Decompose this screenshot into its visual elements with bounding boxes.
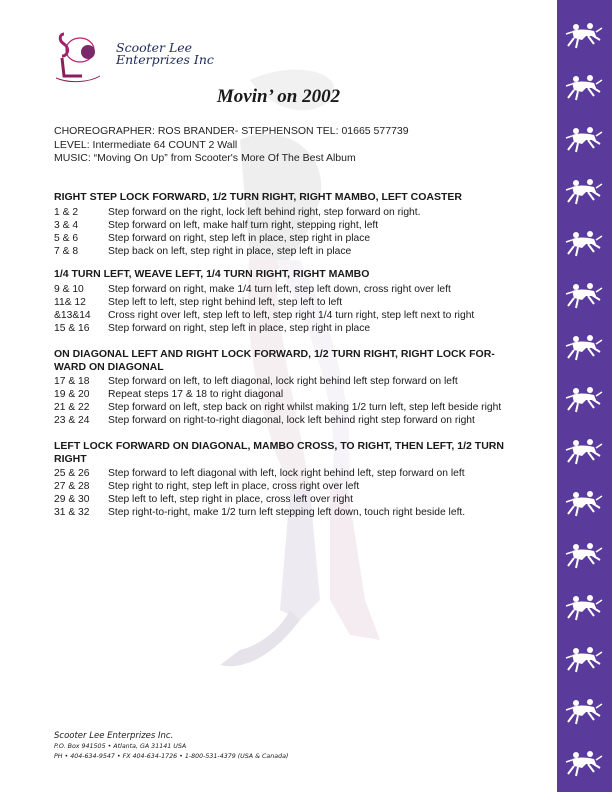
step-count: 15 & 16 [54,322,90,334]
step-text: Step left to left, step right in place, cross left over right [108,494,353,505]
step-text: Step forward on right, step left in place, step right in place [108,322,371,334]
step-section [54,440,554,519]
decorative-sidebar [557,0,612,792]
footer-phone: PH • 404-634-9547 • FX 404-634-1726 • 1-800-531-4379 (USA & Canada) [54,753,289,760]
dancing-couple-icon [564,22,604,50]
dancing-couple-icon [564,646,604,674]
step-row [54,414,554,427]
step-count: 1 & 2 [54,206,79,218]
step-count: 21 & 22 [54,402,90,413]
step-count: 11& 12 [54,296,86,308]
step-text: Step forward on right, make 1/4 turn left, step left down, cross right over left [108,283,451,295]
step-count: 19 & 20 [54,389,90,400]
level-line: LEVEL: Intermediate 64 COUNT 2 Wall [54,138,238,151]
company-logo [50,28,214,84]
dance-title: Movin’ on 2002 [216,86,341,107]
dancing-couple-icon [564,542,604,570]
step-count: 27 & 28 [54,481,90,492]
dancing-couple-icon [564,74,604,102]
dancing-couple-icon [564,438,604,466]
step-text: Cross right over left, step left to left, step right 1/4 turn right, step left next to right [108,309,475,321]
footer-address: P.O. Box 941505 • Atlanta, GA 31141 USA [54,743,187,750]
section-title [54,440,554,465]
step-count: 23 & 24 [54,415,90,426]
step-row [54,388,554,401]
step-row [54,296,554,309]
step-text: Step back on left, step right in place, step left in place [108,245,352,257]
step-count: 31 & 32 [54,507,90,518]
step-row [54,219,554,232]
step-row [54,283,554,296]
step-text: Step forward on left, step back on right whilst making 1/2 turn left, step left beside right [108,402,502,413]
dancing-couple-icon [564,750,604,778]
step-row [54,322,554,335]
step-section [54,348,554,427]
step-section [54,191,554,258]
step-row [54,309,554,322]
step-text: Step forward on left, to left diagonal, lock right behind left step forward on left [108,376,458,387]
step-row [54,480,554,493]
music-line: MUSIC: “Moving On Up” from Scooter's More Of The Best Album [54,152,356,164]
step-row [54,401,554,414]
dancing-couple-icon [564,594,604,622]
step-count: 25 & 26 [54,468,90,479]
logo-wordmark [116,42,214,66]
dancing-couple-icon [564,386,604,414]
step-row [54,206,554,219]
step-row [54,245,554,258]
section-title-line: ON DIAGONAL LEFT AND RIGHT LOCK FORWARD, 1/2 TURN RIGHT, RIGHT LOCK FOR- [54,348,495,360]
step-count: 17 & 18 [54,376,90,387]
step-row [54,232,554,245]
step-row [54,493,554,506]
step-row [54,467,554,480]
dance-meta [54,125,409,166]
step-text: Step forward on right, step left in place, step right in place [108,232,371,244]
step-count: 7 & 8 [54,245,79,257]
section-title [54,348,554,373]
step-count: 9 & 10 [54,283,84,295]
step-text: Step left to left, step right behind left, step left to left [108,296,343,308]
step-count: 29 & 30 [54,494,90,505]
step-text: Repeat steps 17 & 18 to right diagonal [108,389,284,400]
section-title-line: LEFT LOCK FORWARD ON DIAGONAL, MAMBO CROSS, TO RIGHT, THEN LEFT, 1/2 TURN [54,440,504,452]
section-title: RIGHT STEP LOCK FORWARD, 1/2 TURN RIGHT, RIGHT MAMBO, LEFT COASTER [54,191,462,203]
section-title-line: WARD ON DIAGONAL [54,360,164,373]
step-row [54,506,554,519]
section-title: 1/4 TURN LEFT, WEAVE LEFT, 1/4 TURN RIGHT, RIGHT MAMBO [54,268,370,280]
footer-contact [54,731,288,762]
dancing-couple-icon [564,230,604,258]
choreographer-line: CHOREOGRAPHER: ROS BRANDER- STEPHENSON TEL: 01665 577739 [54,125,409,137]
dancing-couple-icon [564,490,604,518]
footer-company: Scooter Lee Enterprizes Inc. [54,731,174,741]
step-count: &13&14 [54,309,91,321]
step-row [54,375,554,388]
section-title-line: RIGHT [54,452,87,465]
step-text: Step right-to-right, make 1/2 turn left stepping left down, touch right beside left. [108,507,466,518]
step-text: Step right to right, step left in place, cross right over left [108,481,360,492]
dancing-couple-icon [564,282,604,310]
step-count: 3 & 4 [54,219,79,231]
step-count: 5 & 6 [54,232,79,244]
logo-line1: Scooter Lee [116,40,193,55]
logo-line2: Enterprizes Inc [116,52,214,67]
logo-emblem-icon [50,28,110,84]
dancing-couple-icon [564,178,604,206]
step-text: Step forward on the right, lock left behind right, step forward on right. [108,206,421,218]
step-section [54,268,554,335]
dancing-couple-icon [564,126,604,154]
dancing-couple-icon [564,334,604,362]
step-text: Step forward on right-to-right diagonal, lock left behind right step forward on right [108,415,475,426]
step-text: Step forward to left diagonal with left, lock right behind left, step forward on left [108,468,465,479]
step-text: Step forward on left, make half turn right, stepping right, left [108,219,379,231]
dancing-couple-icon [564,698,604,726]
